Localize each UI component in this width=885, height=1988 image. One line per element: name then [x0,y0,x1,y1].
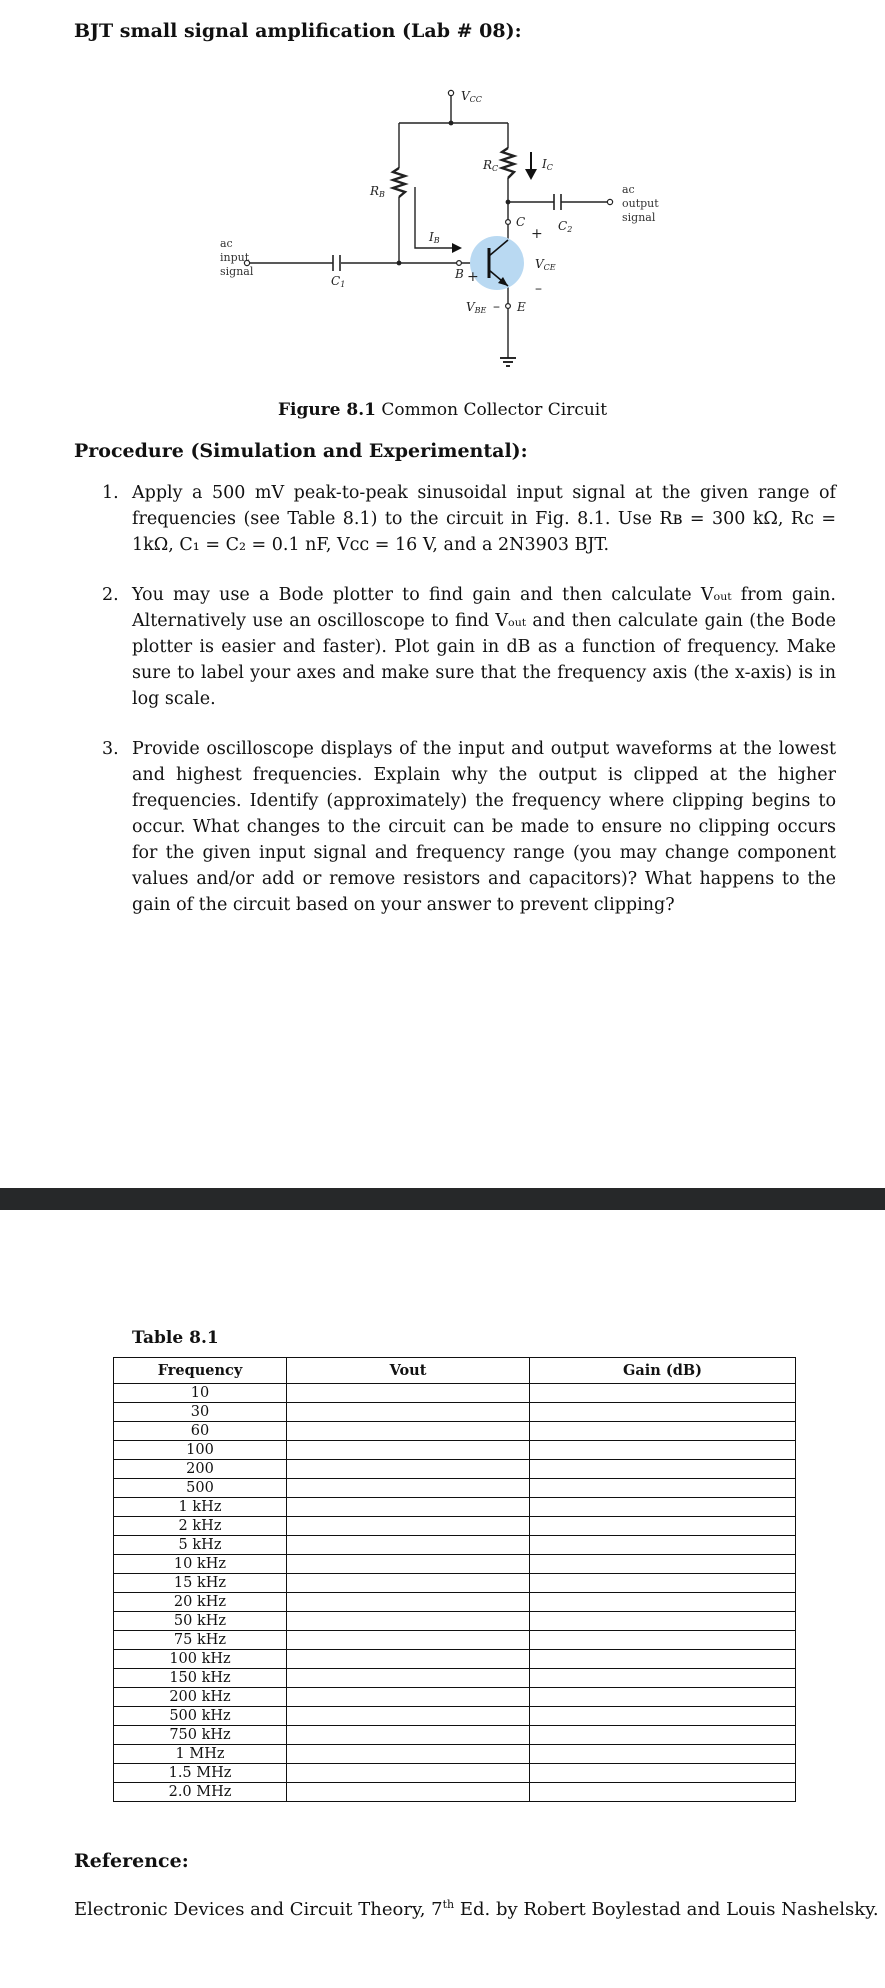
vout-cell[interactable] [287,1764,530,1783]
ground-icon [500,358,516,366]
frequency-cell: 200 [114,1460,287,1479]
frequency-cell: 1 kHz [114,1498,287,1517]
svg-text:signal: signal [220,265,254,278]
vout-cell[interactable] [287,1631,530,1650]
gain-cell[interactable] [530,1631,796,1650]
step-number: 3. [102,739,119,759]
ic-arrow-icon [525,169,537,180]
ib-label: IB [429,230,440,245]
gain-cell[interactable] [530,1574,796,1593]
c2-label: C2 [558,219,573,234]
procedure-step-2 [102,582,836,712]
gain-cell[interactable] [530,1441,796,1460]
frequency-cell: 20 kHz [114,1593,287,1612]
header-frequency: Frequency [114,1358,287,1384]
gain-cell[interactable] [530,1612,796,1631]
vout-cell[interactable] [287,1783,530,1802]
frequency-cell: 2 kHz [114,1517,287,1536]
node-c-terminal [506,220,511,225]
frequency-cell: 5 kHz [114,1536,287,1555]
table-row [114,1460,796,1479]
reference-text-rest: Ed. by Robert Boylestad and Louis Nashelsky. [454,1899,879,1920]
frequency-cell: 100 kHz [114,1650,287,1669]
gain-cell[interactable] [530,1517,796,1536]
table-row [114,1783,796,1802]
gain-cell[interactable] [530,1593,796,1612]
table-row [114,1422,796,1441]
frequency-cell: 60 [114,1422,287,1441]
table-row [114,1517,796,1536]
frequency-cell: 500 [114,1479,287,1498]
gain-cell[interactable] [530,1745,796,1764]
gain-cell[interactable] [530,1403,796,1422]
step-number: 2. [102,585,119,605]
circuit-wires [247,95,608,358]
vout-cell[interactable] [287,1688,530,1707]
table-body [114,1384,796,1802]
capacitor-c1 [333,255,340,271]
figure-label: Figure 8.1 [277,400,376,420]
gain-cell[interactable] [530,1669,796,1688]
vout-cell[interactable] [287,1441,530,1460]
gain-cell[interactable] [530,1726,796,1745]
node-e-label: E [517,300,526,314]
frequency-cell: 2.0 MHz [114,1783,287,1802]
step-text: Apply a 500 mV peak-to-peak sinusoidal input signal at the given range of frequencies (see Table 8.1) to the circuit in Fig. 8.1. Use Rʙ = 300 kΩ, Rᴄ = 1kΩ, C₁ = C₂ = 0.1 nF, Vᴄᴄ = 16 V, and a 2N3903 BJT. [132,483,836,555]
output-signal-label [622,183,659,224]
table-row [114,1726,796,1745]
vout-cell[interactable] [287,1669,530,1688]
table-row [114,1612,796,1631]
resistor-rb [393,168,405,197]
figure-caption [0,400,885,420]
vout-cell[interactable] [287,1745,530,1764]
svg-text:input: input [220,251,250,264]
frequency-cell: 10 [114,1384,287,1403]
vout-cell[interactable] [287,1650,530,1669]
table-row [114,1688,796,1707]
reference-text-main: Electronic Devices and Circuit Theory, 7 [74,1899,443,1920]
frequency-cell: 30 [114,1403,287,1422]
reference-title: Reference: [74,1850,189,1872]
gain-cell[interactable] [530,1384,796,1403]
vce-plus: + [531,226,543,242]
table-header-row [114,1358,796,1384]
table-row [114,1707,796,1726]
frequency-cell: 200 kHz [114,1688,287,1707]
resistor-rc [502,148,514,178]
input-signal-label [220,237,254,278]
ib-arrow-icon [452,243,462,253]
table-row [114,1498,796,1517]
frequency-cell: 750 kHz [114,1726,287,1745]
table-row [114,1745,796,1764]
page-divider [0,1188,885,1210]
vout-cell[interactable] [287,1517,530,1536]
frequency-cell: 10 kHz [114,1555,287,1574]
reference-text [74,1898,879,1920]
header-gain: Gain (dB) [530,1358,796,1384]
c1-label: C1 [331,274,346,289]
capacitor-c2 [554,194,561,210]
procedure-title: Procedure (Simulation and Experimental): [74,440,528,462]
table-row [114,1764,796,1783]
frequency-cell: 50 kHz [114,1612,287,1631]
frequency-cell: 1 MHz [114,1745,287,1764]
vout-cell[interactable] [287,1384,530,1403]
svg-text:signal: signal [622,211,656,224]
common-collector-circuit-diagram [220,80,670,380]
table-row [114,1669,796,1688]
vout-cell[interactable] [287,1726,530,1745]
gain-cell[interactable] [530,1707,796,1726]
frequency-cell: 1.5 MHz [114,1764,287,1783]
frequency-table [113,1357,796,1802]
node-c-label: C [516,215,526,229]
node-b-terminal [457,261,462,266]
svg-text:output: output [622,197,659,210]
vout-cell[interactable] [287,1498,530,1517]
rc-label: RC [483,158,499,173]
vout-cell[interactable] [287,1555,530,1574]
frequency-cell: 75 kHz [114,1631,287,1650]
vce-minus: – [535,281,542,297]
vout-cell[interactable] [287,1612,530,1631]
step-number: 1. [102,483,119,503]
gain-cell[interactable] [530,1555,796,1574]
figure-text: Common Collector Circuit [375,400,608,420]
table-row [114,1441,796,1460]
output-terminal [607,199,612,204]
svg-text:ac: ac [220,237,233,250]
vout-cell[interactable] [287,1536,530,1555]
gain-cell[interactable] [530,1764,796,1783]
procedure-steps [102,480,836,942]
table-title: Table 8.1 [132,1328,219,1348]
vce-label: VCE [535,257,556,272]
table-row [114,1536,796,1555]
vout-cell[interactable] [287,1593,530,1612]
reference-sup: th [442,1898,455,1911]
table-row [114,1631,796,1650]
table-row [114,1555,796,1574]
gain-cell[interactable] [530,1650,796,1669]
vbe-label: VBE [466,300,487,315]
vout-cell[interactable] [287,1403,530,1422]
table-row [114,1384,796,1403]
frequency-cell: 15 kHz [114,1574,287,1593]
vout-cell[interactable] [287,1574,530,1593]
table-row [114,1574,796,1593]
vcc-label: VCC [461,89,482,104]
vout-cell[interactable] [287,1479,530,1498]
table-row [114,1403,796,1422]
step-text: You may use a Bode plotter to find gain and then calculate Vₒᵤₜ from gain. Alternatively use an oscilloscope to find Vₒᵤₜ and then calculate gain (the Bode plotter is easier and faster). Plot gain in dB as a function of frequency. Make sure to label your axes and make sure that the frequency axis (the x-axis) is in log scale. [132,585,836,709]
gain-cell[interactable] [530,1460,796,1479]
gain-cell[interactable] [530,1783,796,1802]
frequency-cell: 100 [114,1441,287,1460]
table-row [114,1650,796,1669]
gain-cell[interactable] [530,1479,796,1498]
procedure-step-3 [102,736,836,918]
gain-cell[interactable] [530,1536,796,1555]
vout-cell[interactable] [287,1422,530,1441]
vout-cell[interactable] [287,1707,530,1726]
table-row [114,1593,796,1612]
frequency-cell: 150 kHz [114,1669,287,1688]
vout-cell[interactable] [287,1460,530,1479]
gain-cell[interactable] [530,1688,796,1707]
svg-text:ac: ac [622,183,635,196]
step-text: Provide oscilloscope displays of the input and output waveforms at the lowest and highest frequencies. Explain why the output is clipped at the higher frequencies. Identify (approximately) the frequency where clipping begins to occur. What changes to the circuit can be made to ensure no clipping occurs for the given input signal and frequency range (you may change component values and/or add or remove resistors and capacitors)? What happens to the gain of the circuit based on your answer to prevent clipping? [132,739,836,915]
gain-cell[interactable] [530,1498,796,1517]
page-title: BJT small signal amplification (Lab # 08): [74,20,522,42]
vcc-terminal [448,90,453,95]
gain-cell[interactable] [530,1422,796,1441]
vbe-minus: – [493,299,500,315]
procedure-step-1 [102,480,836,558]
frequency-cell: 500 kHz [114,1707,287,1726]
node-b-label: B [455,267,464,281]
header-vout: Vout [287,1358,530,1384]
vbe-plus: + [467,269,479,285]
node-e-terminal [506,304,511,309]
rb-label: RB [370,184,385,199]
table-row [114,1479,796,1498]
ic-label: IC [542,157,553,172]
